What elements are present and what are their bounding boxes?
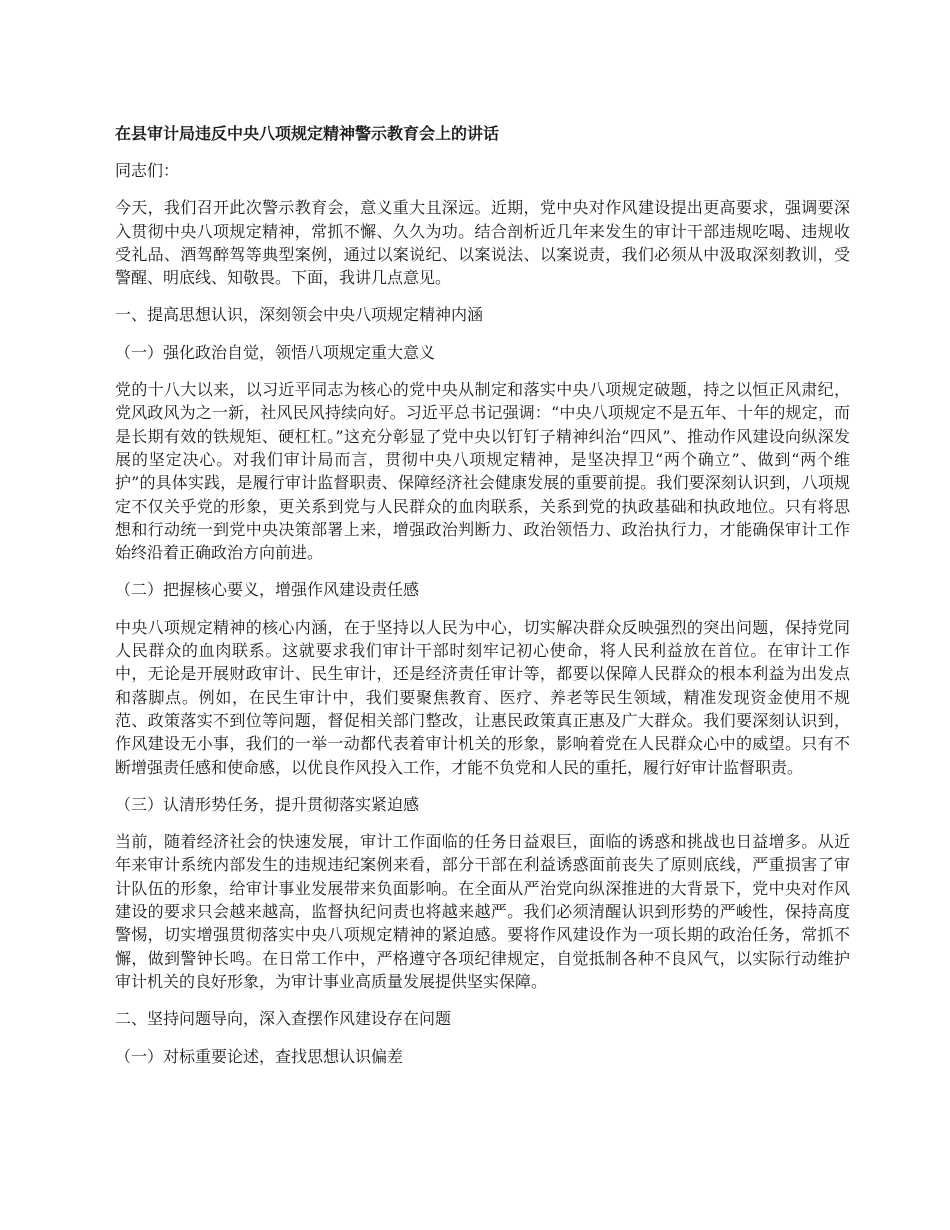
subsection-heading-1-3: （三）认清形势任务，提升贯彻落实紧迫感 [115,794,420,814]
intro-paragraph: 今天，我们召开此次警示教育会，意义重大且深远。近期，党中央对作风建设提出更高要求，强调要深入贯彻中央八项规定精神，常抓不懈、久久为功。结合剖析近几年来发生的审计干部违规吃喝、违规收受礼品、酒驾醉驾等典型案例，通过以案说纪、以案说法、以案说责，我们必须从中汲取深刻教训，受警醒、明底线、知敬畏。下面，我讲几点意见。 [115,198,850,288]
paragraph-1-1: 党的十八大以来，以习近平同志为核心的党中央从制定和落实中央八项规定破题，持之以恒正风肃纪，党风政风为之一新，社风民风持续向好。习近平总书记强调：“中央八项规定不是五年、十年的规定，而是长期有效的铁规矩、硬杠杠。”这充分彰显了党中央以钉钉子精神纠治“四风”、推动作风建设向纵深发展的坚定决心。对我们审计局而言，贯彻中央八项规定精神，是坚决捍卫“两个确立”、做到“两个维护”的具体实践，是履行审计监督职责、保障经济社会健康发展的重要前提。我们要深刻认识到，八项规定不仅关乎党的形象，更关系到党与人民群众的血肉联系，关系到党的执政基础和执政地位。只有将思想和行动统一到党中央决策部署上来，增强政治判断力、政治领悟力、政治执行力，才能确保审计工作始终沿着正确政治方向前进。 [115,380,850,563]
subsection-heading-1-2: （二）把握核心要义，增强作风建设责任感 [115,580,420,600]
subsection-heading-2-1: （一）对标重要论述，查找思想认识偏差 [115,1046,404,1066]
section-heading-2: 二、坚持问题导向，深入查摆作风建设存在问题 [115,1009,452,1029]
paragraph-1-3: 当前，随着经济社会的快速发展，审计工作面临的任务日益艰巨，面临的诱惑和挑战也日益增多。从近年来审计系统内部发生的违规违纪案例来看，部分干部在利益诱惑面前丧失了原则底线，严重损害了审计队伍的形象，给审计事业发展带来负面影响。在全面从严治党向纵深推进的大背景下，党中央对作风建设的要求只会越来越高，监督执纪问责也将越来越严。我们必须清醒认识到形势的严峻性，保持高度警惕，切实增强贯彻落实中央八项规定精神的紧迫感。要将作风建设作为一项长期的政治任务，常抓不懈，做到警钟长鸣。在日常工作中，严格遵守各项纪律规定，自觉抵制各种不良风气，以实际行动维护审计机关的良好形象，为审计事业高质量发展提供坚实保障。 [115,832,850,991]
salutation: 同志们： [115,161,180,180]
document-page [115,122,850,1082]
document-title: 在县审计局违反中央八项规定精神警示教育会上的讲话 [115,124,500,143]
section-heading-1: 一、提高思想认识，深刻领会中央八项规定精神内涵 [115,305,484,325]
paragraph-1-2: 中央八项规定精神的核心内涵，在于坚持以人民为中心，切实解决群众反映强烈的突出问题，保持党同人民群众的血肉联系。这就要求我们审计干部时刻牢记初心使命，将人民利益放在首位。在审计工作中，无论是开展财政审计、民生审计，还是经济责任审计等，都要以保障人民群众的根本利益为出发点和落脚点。例如，在民生审计中，我们要聚焦教育、医疗、养老等民生领域，精准发现资金使用不规范、政策落实不到位等问题，督促相关部门整改，让惠民政策真正惠及广大群众。我们要深刻认识到，作风建设无小事，我们的一举一动都代表着审计机关的形象，影响着党在人民群众心中的威望。只有不断增强责任感和使命感，以优良作风投入工作，才能不负党和人民的重托，履行好审计监督职责。 [115,617,850,777]
subsection-heading-1-1: （一）强化政治自觉，领悟八项规定重大意义 [115,342,436,362]
